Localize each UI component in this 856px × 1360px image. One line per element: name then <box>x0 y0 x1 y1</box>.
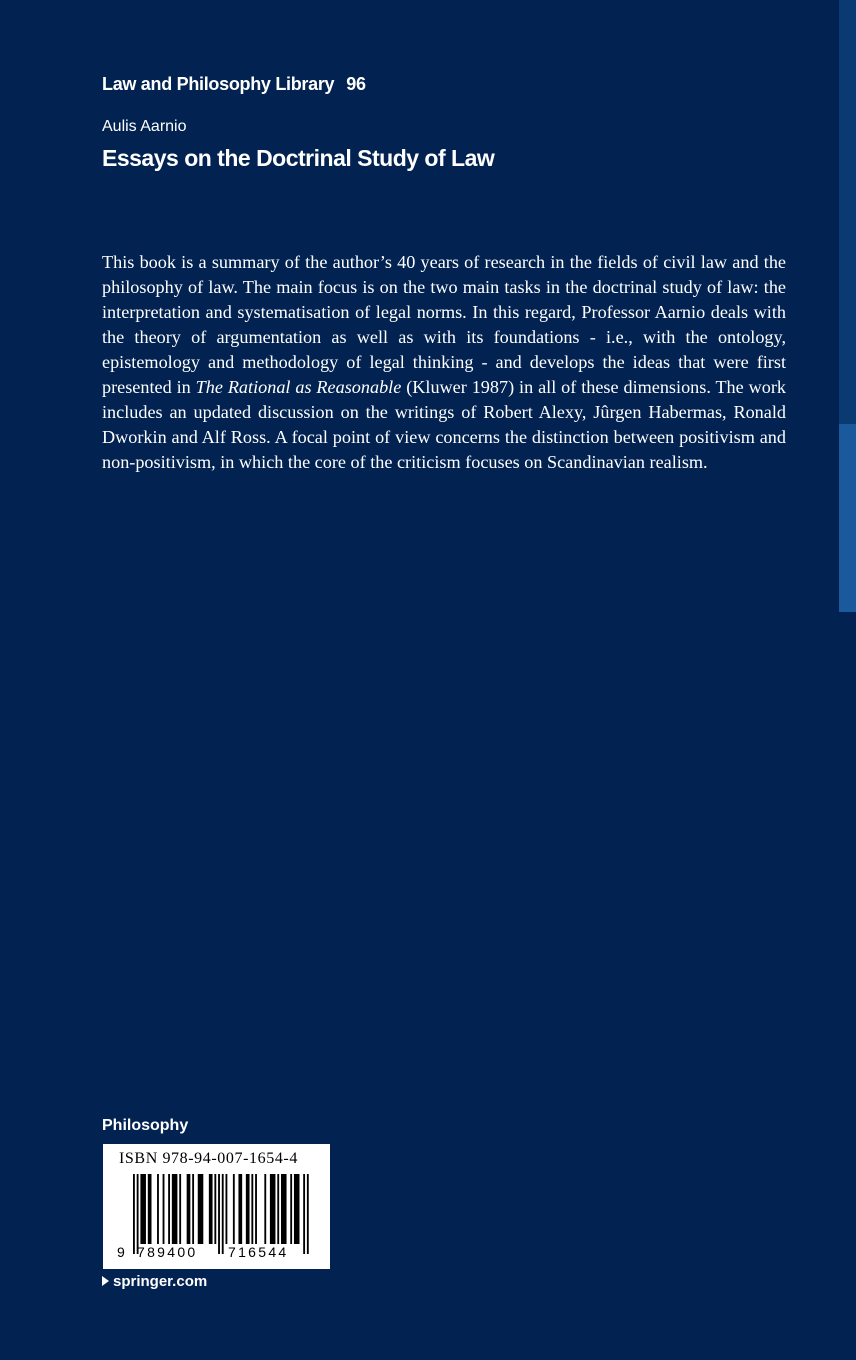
barcode-bar <box>277 1174 279 1244</box>
barcode-guard-bar <box>222 1174 224 1254</box>
barcode-bar <box>187 1174 191 1244</box>
barcode-guard-bar <box>218 1174 220 1254</box>
ean-right-digits: 716544 <box>228 1244 289 1260</box>
barcode-guard-bar <box>137 1174 139 1254</box>
spine-edge <box>839 0 856 612</box>
barcode-bar <box>270 1174 276 1244</box>
barcode-guard-bar <box>303 1174 305 1254</box>
barcode-bar <box>163 1174 165 1244</box>
barcode-bar <box>290 1174 292 1244</box>
barcode-bar <box>238 1174 242 1244</box>
ean-left-digits: 789400 <box>137 1244 198 1260</box>
barcode-bar <box>233 1174 235 1244</box>
barcode-bar <box>294 1174 300 1244</box>
ean-first-digit: 9 <box>117 1244 125 1260</box>
series-name: Law and Philosophy Library <box>102 74 335 94</box>
barcode-bar <box>157 1174 159 1244</box>
barcode-bar <box>255 1174 257 1244</box>
isbn-barcode <box>103 1144 330 1269</box>
barcode-bar <box>198 1174 204 1244</box>
barcode-guard-bar <box>307 1174 309 1254</box>
spine-accent <box>839 424 856 612</box>
barcode-bar <box>179 1174 181 1244</box>
author-name: Aulis Aarnio <box>102 118 187 135</box>
book-title: Essays on the Doctrinal Study of Law <box>102 145 495 171</box>
series-number: 96 <box>346 74 366 94</box>
barcode-bar <box>226 1174 228 1244</box>
barcode-bar <box>192 1174 194 1244</box>
description-part-2: (Kluwer 1987) in all of these dimensions. The work includes an updated discussion on the writings of Robert Alexy, Jûrgen Habermas, Ronald Dworkin and Alf Ross. A focal point of view concerns the distinction between positivism and non-positivism, in which the core of the criticism focuses on Scandinavian realism. <box>102 377 786 472</box>
barcode-bar <box>140 1174 146 1244</box>
barcode-bar <box>281 1174 287 1244</box>
subject-category: Philosophy <box>102 1117 189 1134</box>
barcode-bar <box>172 1174 178 1244</box>
barcode-bar <box>246 1174 250 1244</box>
publisher-url: springer.com <box>113 1273 208 1290</box>
barcode-bar <box>264 1174 266 1244</box>
description-part-1: This book is a summary of the author’s 40 years of research in the fields of civil law and the philosophy of law. The main focus is on the two main tasks in the doctrinal study of law: the interpretation and systematisation of legal norms. In this regard, Professor Aarnio deals with the theory of argumentation as well as with its foundations - i.e., with the ontology, epistemology and methodology of legal thinking - and develops the ideas that were first presented in <box>102 252 786 397</box>
barcode-guard-bar <box>133 1174 135 1254</box>
publisher-link[interactable] <box>102 1273 207 1290</box>
isbn-label: ISBN 978-94-007-1654-4 <box>119 1150 298 1167</box>
barcode-bar <box>168 1174 170 1244</box>
series-line <box>102 74 366 95</box>
barcode-bar <box>148 1174 152 1244</box>
description-cited-title: The Rational as Reasonable <box>195 377 402 397</box>
barcode-bar <box>251 1174 253 1244</box>
triangle-right-icon <box>102 1276 109 1286</box>
barcode-bar <box>209 1174 213 1244</box>
barcode-bar <box>214 1174 216 1244</box>
book-description <box>102 250 786 475</box>
ean-digits <box>103 1244 330 1264</box>
